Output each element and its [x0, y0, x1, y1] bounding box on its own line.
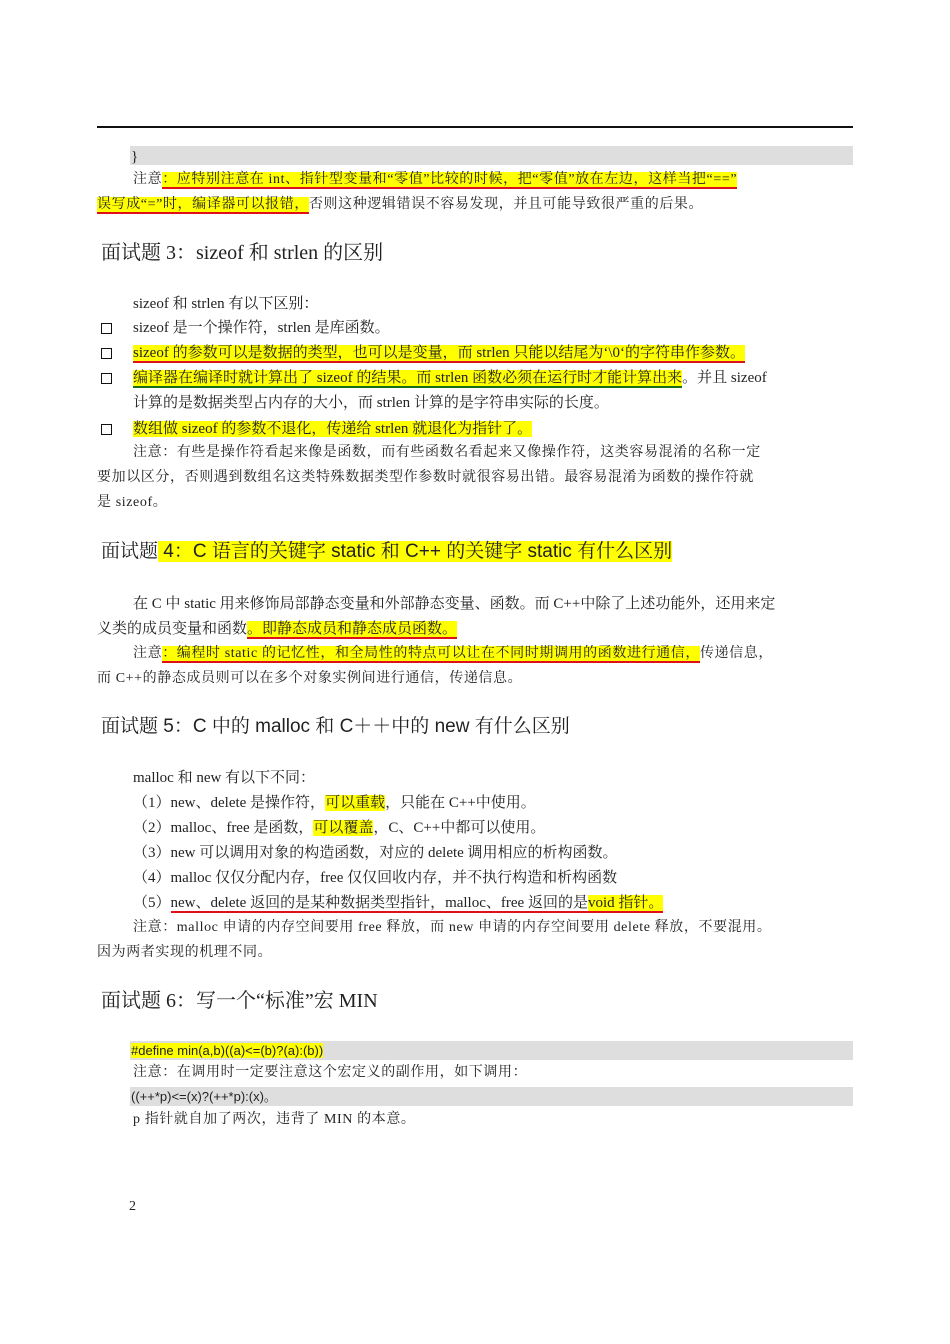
list-item: （3）new 可以调用对象的构造函数，对应的 delete 调用相应的析构函数。 — [133, 845, 618, 861]
note-label: 注意 — [133, 646, 163, 661]
code-closing-brace: } — [131, 149, 139, 165]
section-heading-q4: 面试题 4：C 语言的关键字 static 和 C++ 的关键字 static 有什么区别 — [101, 541, 673, 562]
page-number: 2 — [129, 1199, 136, 1214]
note-highlight: ：应特别注意在 int、指针型变量和“零值”比较的时候，把“零值”放在左边，这样当把“==” — [162, 172, 738, 187]
note-line — [133, 170, 737, 190]
highlighted-text: 编译器在编译时就计算出了 sizeof 的结果。而 strlen 函数必须在运行时才能计算出来 — [133, 370, 683, 386]
bullet-continuation: 计算的是数据类型占内存的大小，而 strlen 计算的是字符串实际的长度。 — [133, 395, 609, 411]
highlighted-text: 。即静态成员和静态成员函数。 — [247, 621, 458, 637]
highlighted-text: 可以重载 — [325, 795, 386, 811]
highlighted-text: 数组做 sizeof 的参数不退化，传递给 strlen 就退化为指针了。 — [133, 421, 533, 437]
section-heading-q6: 面试题 6：写一个“标准”宏 MIN — [101, 990, 378, 1012]
note-line — [97, 195, 703, 215]
list-item: （2）malloc、free 是函数，可以覆盖，C、C++中都可以使用。 — [133, 820, 546, 836]
bullet-item — [133, 419, 532, 439]
bullet-item — [133, 368, 767, 388]
note-text: 否则这种逻辑错误不容易发现，并且可能导致很严重的后果。 — [308, 197, 704, 212]
checkbox-bullet-icon — [101, 348, 112, 359]
underlined-text: new、delete 返回的是某种数据类型指针，malloc、free 返回的是 — [170, 895, 588, 911]
note-line: 注意：在调用时一定要注意这个宏定义的副作用，如下调用： — [133, 1065, 528, 1080]
bullet-text: 。并且 sizeof — [682, 370, 767, 386]
list-item: （5）new、delete 返回的是某种数据类型指针，malloc、free 返回的是void 指针。 — [133, 895, 664, 911]
list-item: （4）malloc 仅仅分配内存，free 仅仅回收内存，并不执行构造和析构函数 — [133, 870, 618, 886]
note-line: 因为两者实现的机理不同。 — [97, 945, 273, 960]
section-heading-q5: 面试题 5：C 中的 malloc 和 C＋＋中的 new 有什么区别 — [101, 716, 570, 737]
section-heading-q3: 面试题 3：sizeof 和 strlen 的区别 — [101, 242, 384, 264]
note-line: 注意：编程时 static 的记忆性，和全局性的特点可以让在不同时期调用的函数进行通信，传递信息， — [133, 646, 773, 661]
highlighted-text: 4：C 语言的关键字 static 和 C++ 的关键字 static 有什么区别 — [158, 541, 673, 562]
note-line: p 指针就自加了两次，违背了 MIN 的本意。 — [133, 1112, 416, 1127]
note-highlight: 误写成“=”时，编译器可以报错， — [97, 197, 309, 212]
checkbox-bullet-icon — [101, 323, 112, 334]
highlighted-text: sizeof 的参数可以是数据的类型，也可以是变量，而 strlen 只能以结尾为‘\0‘的字符串作参数。 — [133, 345, 746, 361]
paragraph: malloc 和 new 有以下不同： — [133, 770, 316, 786]
note-line: 要加以区分，否则遇到数组名这类特殊数据类型作参数时就很容易出错。最容易混淆为函数的操作符就 — [97, 470, 754, 485]
paragraph: 在 C 中 static 用来修饰局部静态变量和外部静态变量、函数。而 C++中除了上述功能外，还用来定 — [133, 596, 776, 612]
bullet-item — [133, 343, 745, 363]
note-line: 注意：有些是操作符看起来像是函数，而有些函数名看起来又像操作符，这类容易混淆的名称一定 — [133, 445, 761, 460]
code-line: ((++*p)<=(x)?(++*p):(x)。 — [131, 1089, 277, 1104]
checkbox-bullet-icon — [101, 373, 112, 384]
code-line — [131, 1042, 323, 1060]
highlighted-code: #define min(a,b)((a)<=(b)?(a):(b)) — [131, 1043, 324, 1058]
code-block-background — [130, 146, 853, 165]
note-line: 是 sizeof。 — [97, 495, 168, 510]
note-line: 而 C++的静态成员则可以在多个对象实例间进行通信，传递信息。 — [97, 671, 523, 686]
checkbox-bullet-icon — [101, 424, 112, 435]
highlighted-text: 可以覆盖 — [313, 820, 374, 836]
list-item: （1）new、delete 是操作符，可以重载，只能在 C++中使用。 — [133, 795, 536, 811]
paragraph: sizeof 和 strlen 有以下区别： — [133, 296, 319, 312]
note-line: 注意：malloc 申请的内存空间要用 free 释放，而 new 申请的内存空间要用 delete 释放，不要混用。 — [133, 920, 772, 935]
highlighted-text: void 指针。 — [587, 895, 664, 911]
bullet-item: sizeof 是一个操作符，strlen 是库函数。 — [133, 320, 390, 336]
paragraph: 义类的成员变量和函数。即静态成员和静态成员函数。 — [97, 621, 458, 637]
note-label: 注意 — [133, 172, 163, 187]
header-rule — [97, 126, 853, 128]
highlighted-text: ：编程时 static 的记忆性，和全局性的特点可以让在不同时期调用的函数进行通信， — [162, 646, 700, 661]
